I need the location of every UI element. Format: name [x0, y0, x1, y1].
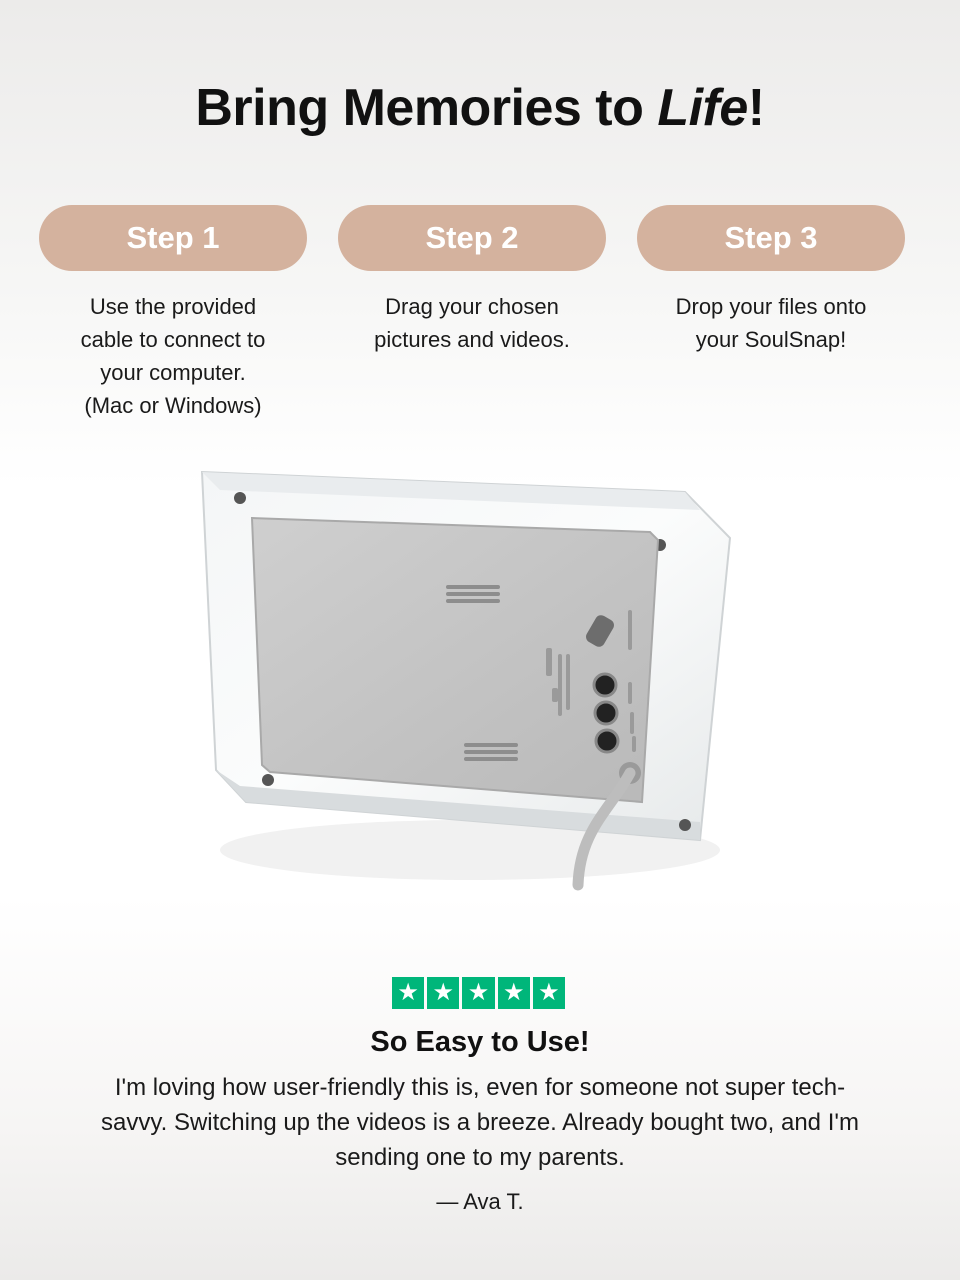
screw-icon: [262, 774, 274, 786]
step-2-pill: Step 2: [338, 205, 606, 271]
review-author: — Ava T.: [436, 1189, 524, 1214]
back-panel: [252, 518, 658, 802]
speaker-grille-top-icon: [446, 585, 500, 603]
step-2-description: Drag your chosen pictures and videos.: [374, 294, 570, 352]
digital-photo-frame-back-icon: [180, 430, 740, 910]
volume-button-icon: [594, 674, 616, 696]
speaker-grille-bottom-icon: [464, 743, 518, 761]
headline-emphasis: Life: [657, 79, 748, 137]
play-pause-button-icon: [595, 702, 617, 724]
review-title: So Easy to Use!: [370, 1026, 590, 1058]
screw-icon: [234, 492, 246, 504]
star-icon: ★: [533, 977, 565, 1009]
step-3-pill: Step 3: [637, 205, 905, 271]
review-body: I'm loving how user-friendly this is, even for someone not super tech-savvy. Switching up the videos is a breeze. Already bought two, and I'm sending one to my parents.: [101, 1074, 859, 1171]
star-icon: ★: [462, 977, 494, 1009]
step-3-description: Drop your files onto your SoulSnap!: [675, 294, 867, 352]
headline-suffix: !: [747, 79, 765, 137]
screw-icon: [679, 819, 691, 831]
page-headline: [0, 76, 960, 140]
power-button-icon: [596, 730, 618, 752]
star-icon: ★: [392, 977, 424, 1009]
star-icon: ★: [427, 977, 459, 1009]
step-1-description: Use the provided cable to connect to your computer. (Mac or Windows): [80, 294, 266, 418]
star-icon: ★: [498, 977, 530, 1009]
step-1-pill: Step 1: [39, 205, 307, 271]
rating-stars: [392, 977, 565, 1009]
headline-prefix: Bring Memories to: [195, 79, 658, 137]
